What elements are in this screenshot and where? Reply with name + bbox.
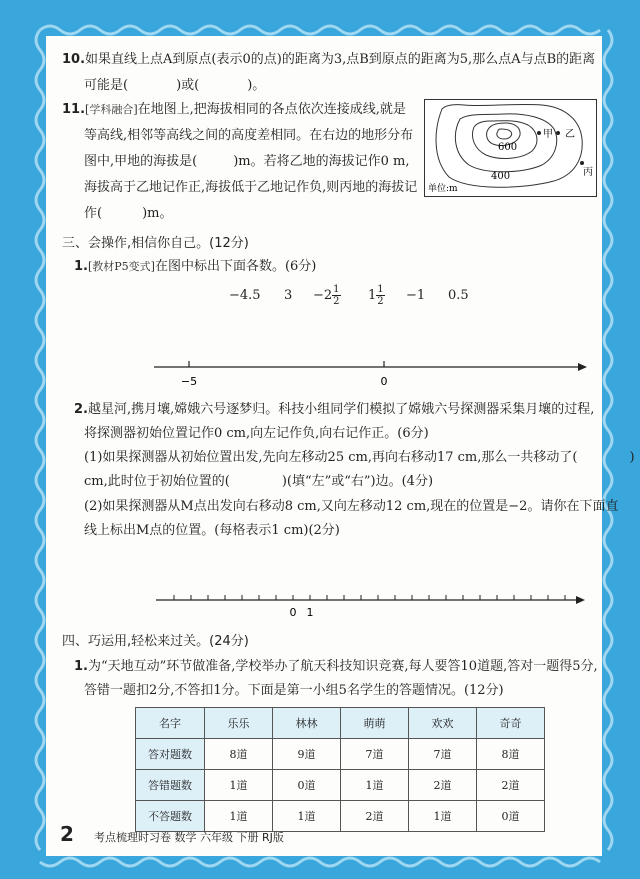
table-row-header: 答对题数 (136, 739, 205, 770)
q3-2-part1-line2: cm,此时位于初始位置的( )(填“左”或“右”)边。(4分) (84, 474, 434, 489)
q3-1-number: 1. (74, 259, 88, 274)
value-item: 3 (284, 288, 293, 303)
q3-2-line2: 将探测器初始位置记作0 cm,向左记作负,向右记作正。(6分) (84, 426, 429, 441)
q3-2-part2-line2: 线上标出M点的位置。(每格表示1 cm)(2分) (84, 523, 340, 538)
number-line-2[interactable] (150, 592, 590, 622)
number-line-2-arrow (576, 596, 585, 604)
q3-2-part1-line1: (1)如果探测器从初始位置出发,先向左移动25 cm,再向右移动17 cm,那么一共移动了( ) (84, 450, 635, 465)
table-header-cell: 名字 (136, 708, 205, 739)
number-line-2-label-zero: 0 (289, 606, 297, 619)
q11-line5: 作( )m。 (84, 206, 173, 221)
table-header-cell: 林林 (273, 708, 341, 739)
table-header-cell: 萌萌 (341, 708, 409, 739)
table-cell: 1道 (205, 770, 273, 801)
table-cell: 2道 (409, 770, 477, 801)
table-row-header: 答错题数 (136, 770, 205, 801)
point-bing-label: 丙 (583, 167, 593, 178)
number-line-1-label-zero: 0 (380, 375, 388, 388)
answer-stats-table (135, 707, 545, 832)
q11-line1: 11.[学科融合]在地图上,把海拔相同的各点依次连接成线,就是 (62, 102, 406, 117)
fraction-half: $\frac{1}{2}$ (377, 284, 384, 307)
table-cell: 1道 (273, 801, 341, 832)
contour-label-600: 600 (498, 142, 518, 153)
q10-number: 10. (62, 52, 86, 67)
q3-2-part2-line1: (2)如果探测器从M点出发向右移动8 cm,又向左移动12 cm,现在的位置是−2。请你在下面直 (84, 499, 619, 514)
point-yi-label: 乙 (565, 129, 575, 140)
table-row (136, 801, 545, 832)
q3-2-line1: 2.越星河,携月壤,嫦娥六号逐梦归。科技小组同学们模拟了嫦娥六号探测器采集月壤的过程, (74, 402, 595, 417)
value-item: −4.5 (229, 288, 261, 303)
point-bing-marker (580, 161, 584, 165)
number-line-1-label-neg5: −5 (180, 375, 198, 388)
q3-1-line: 1.[教材P5变式]在图中标出下面各数。(6分) (74, 259, 317, 274)
footer-text: 考点梳理时习卷 数学 六年级 下册 RJ版 (94, 831, 284, 844)
contour-map (424, 99, 597, 197)
q4-1-number: 1. (74, 659, 88, 674)
point-jia-marker (537, 131, 541, 135)
number-line-1-arrow (578, 363, 587, 371)
q11-line2: 等高线,相邻等高线之间的高度差相同。在右边的地形分布 (84, 128, 414, 143)
table-cell: 0道 (477, 801, 545, 832)
table-row-header: 不答题数 (136, 801, 205, 832)
value-item: 0.5 (448, 288, 469, 303)
point-jia-label: 甲 (543, 129, 553, 140)
table-cell: 1道 (341, 770, 409, 801)
q4-1-line2: 答错一题扣2分,不答扣1分。下面是第一小组5名学生的答题情况。(12分) (84, 683, 504, 698)
table-header-row (136, 708, 545, 739)
table-cell: 1道 (205, 801, 273, 832)
table-cell: 8道 (205, 739, 273, 770)
section3-title: 三、会操作,相信你自己。(12分) (62, 236, 249, 251)
q11-line3: 图中,甲地的海拔是( )m。若将乙地的海拔记作0 m, (84, 154, 410, 169)
number-line-1[interactable] (150, 355, 590, 389)
table-row (136, 770, 545, 801)
fraction-half: $\frac{1}{2}$ (333, 284, 340, 307)
q10-text: 如果直线上点A到原点(表示0的点)的距离为3,点B到原点的距离为5,那么点A与点B的距离 (85, 52, 596, 67)
table-cell: 9道 (273, 739, 341, 770)
section4-title: 四、巧运用,轻松来过关。(24分) (62, 634, 249, 649)
table-row (136, 739, 545, 770)
q4-1-line1: 1.为“天地互动”环节做准备,学校举办了航天科技知识竞赛,每人要答10道题,答对一题得5分, (74, 659, 598, 674)
table-cell: 1道 (409, 801, 477, 832)
q3-1-tag: [教材P5变式] (87, 260, 155, 273)
map-unit-label: 单位:m (428, 184, 458, 194)
table-header-cell: 欢欢 (409, 708, 477, 739)
q11-line4: 海拔高于乙地记作正,海拔低于乙地记作负,则丙地的海拔记 (84, 180, 418, 195)
page-number: 2 (60, 822, 74, 846)
value-item: −1 (406, 288, 426, 303)
table-header-cell: 乐乐 (205, 708, 273, 739)
table-cell: 2道 (341, 801, 409, 832)
table-cell: 7道 (341, 739, 409, 770)
point-yi-marker (556, 131, 560, 135)
number-line-2-label-one: 1 (306, 606, 314, 619)
table-cell: 0道 (273, 770, 341, 801)
q10-line1 (62, 47, 595, 73)
table-cell: 7道 (409, 739, 477, 770)
table-cell: 8道 (477, 739, 545, 770)
contour-label-400: 400 (491, 171, 511, 182)
q3-2-number: 2. (74, 402, 88, 417)
q11-number: 11. (62, 102, 86, 117)
table-cell: 2道 (477, 770, 545, 801)
value-item-mixed: 1 $\frac{1}{2}$ (368, 284, 384, 307)
q11-tag: [学科融合] (85, 103, 138, 116)
q10-line2: 可能是( )或( )。 (84, 78, 266, 93)
table-header-cell: 奇奇 (477, 708, 545, 739)
value-item-mixed: −2 $\frac{1}{2}$ (313, 284, 340, 307)
